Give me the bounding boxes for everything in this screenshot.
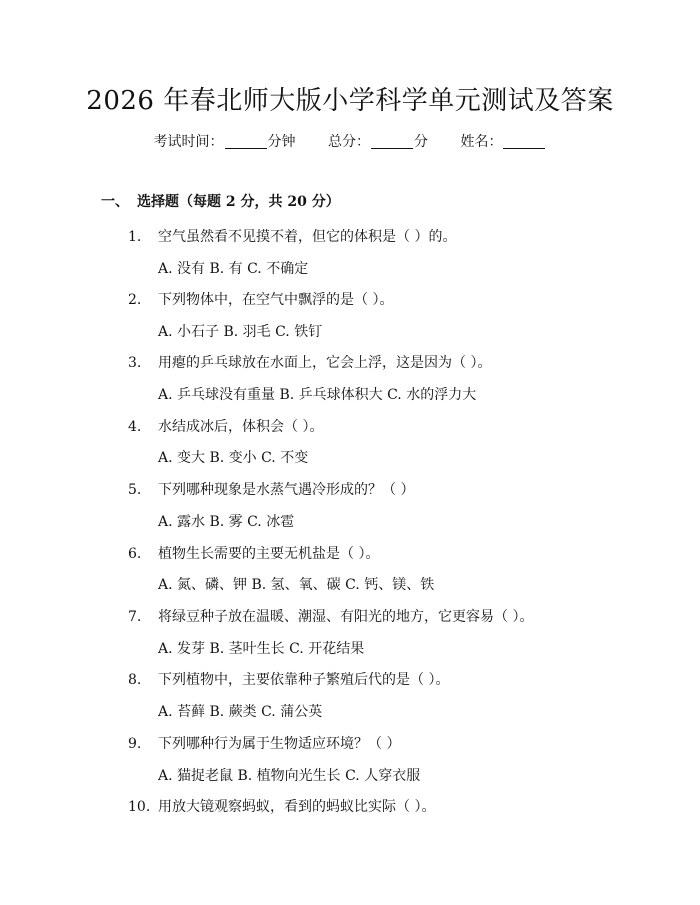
time-unit: 分钟 [267,134,296,150]
exam-name [460,131,546,151]
question-text: 植物生长需要的主要无机盐是（ ）。 [158,546,380,562]
question-number: 10. [128,799,151,815]
section-heading [101,191,340,211]
question-text: 下列植物中，主要依靠种子繁殖后代的是（ ）。 [158,672,450,688]
question-options: A. 小石子 B. 羽毛 C. 铁钉 [158,324,323,340]
question-options: A. 没有 B. 有 C. 不确定 [158,261,309,277]
question-number: 6. [128,546,142,562]
question-options: A. 乒乓球没有重量 B. 乒乓球体积大 C. 水的浮力大 [158,387,477,403]
question-text: 将绿豆种子放在温暖、潮湿、有阳光的地方，它更容易（ ）。 [158,609,534,625]
score-label: 总分： [328,134,370,150]
question-number: 7. [128,609,142,625]
question-options: A. 氮、磷、钾 B. 氢、氧、碳 C. 钙、镁、铁 [158,577,435,593]
exam-score [328,131,428,151]
question-number: 5. [128,482,142,498]
question-text: 空气虽然看不见摸不着，但它的体积是（ ）的。 [158,229,457,245]
question-text: 下列哪种行为属于生物适应环境？（ ） [158,736,401,752]
question-text: 用瘪的乒乓球放在水面上，它会上浮，这是因为（ ）。 [158,355,492,371]
page-title: 2026 年春北师大版小学科学单元测试及答案 [86,86,614,116]
question-number: 8. [128,672,142,688]
question-options: A. 猫捉老鼠 B. 植物向光生长 C. 人穿衣服 [158,768,421,784]
name-blank [503,134,545,149]
question-options: A. 露水 B. 雾 C. 冰雹 [158,514,295,530]
time-blank [225,134,267,149]
question-options: A. 发芽 B. 茎叶生长 C. 开花结果 [158,641,365,657]
question-text: 用放大镜观察蚂蚁，看到的蚂蚁比实际（ ）。 [158,799,436,815]
score-unit: 分 [414,134,428,150]
question [128,352,491,372]
question [128,289,393,309]
exam-time [154,131,296,151]
question-number: 9. [128,736,142,752]
section-number: 一、 [101,194,129,210]
question-options: A. 变大 B. 变小 C. 不变 [158,450,309,466]
question [128,669,449,689]
question-text: 水结成冰后，体积会（ ）。 [158,419,324,435]
question [128,416,323,436]
question [128,543,379,563]
question-number: 3. [128,355,142,371]
question-text: 下列哪种现象是水蒸气遇冷形成的？（ ） [158,482,415,498]
question [128,796,435,816]
question-number: 4. [128,419,142,435]
question [128,733,400,753]
question [128,606,533,626]
question-options: A. 苔藓 B. 蕨类 C. 蒲公英 [158,704,323,720]
question-number: 1. [128,229,142,245]
question [128,479,414,499]
exam-info [0,131,700,151]
name-label: 姓名： [460,134,503,150]
time-label: 考试时间： [153,134,224,150]
question-text: 下列物体中，在空气中飘浮的是（ ）。 [158,292,394,308]
score-blank [371,134,413,149]
question-number: 2. [128,292,142,308]
question [128,226,456,246]
section-title: 选择题（每题 2 分，共 20 分） [137,194,340,210]
